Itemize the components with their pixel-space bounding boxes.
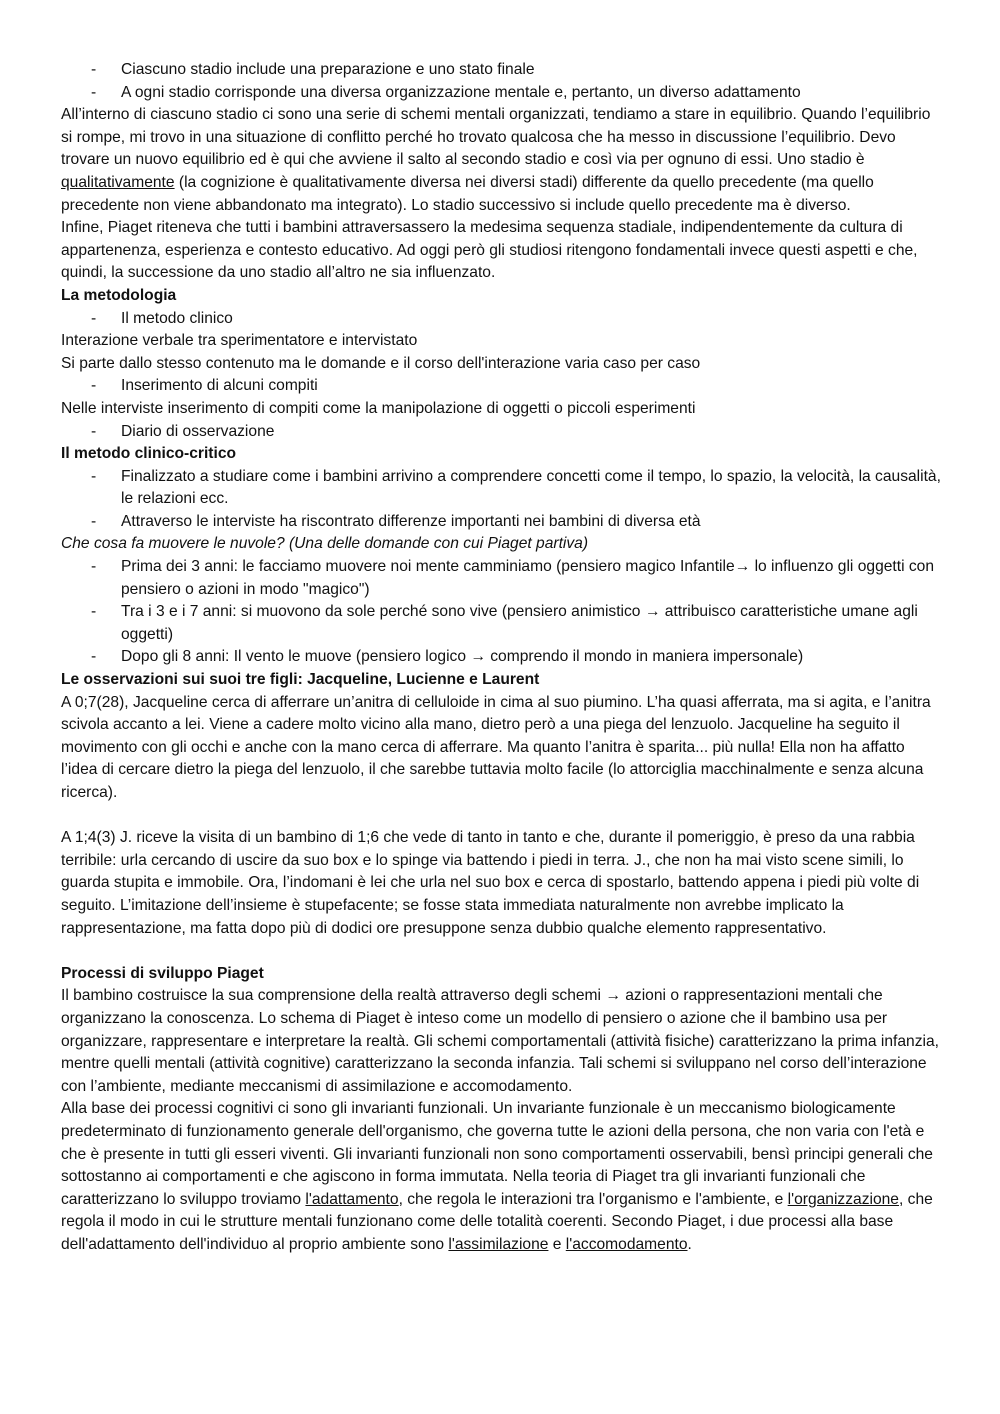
paragraph-text: e: [548, 1235, 566, 1253]
observation-paragraph: A 1;4(3) J. riceve la visita di un bambino di 1;6 che vede di tanto in tanto e che, durante il pomeriggio, è preso da una rabbia terribile: urla cercando di uscire da suo box e lo spinge via battendo i piedi in terra. J., che non ha mai visto scene simili, lo guarda stupita e immobile. Ora, l’indomani è lei che urla nel suo box e cerca di spostarlo, battendo appena i piedi più volte di seguito. L’imitazione dell’insieme è stupefacente; se fosse stata immediata naturalmente non avrebbe implicato la rappresentazione, ma fatta dopo più di dodici ore presuppone senza dubbio qualche elemento rappresentativo.: [61, 829, 920, 937]
development-paragraph: [61, 1098, 942, 1256]
list-item: - Dopo gli 8 anni: Il vento le muove (pensiero logico → comprendo il mondo in maniera impersonale): [61, 646, 942, 669]
methodology-line: Interazione verbale tra sperimentatore e intervistato: [61, 332, 418, 350]
development-heading: Processi di sviluppo Piaget: [61, 964, 264, 982]
underlined-term: l'adattamento: [305, 1190, 399, 1208]
underlined-term: l'organizzazione: [787, 1190, 899, 1208]
paragraph-text: (la cognizione è qualitativamente diversa nei diversi stadi) differente da quello precedente (ma quello precedente non viene abbandonato ma integrato). Lo stadio successivo si include quello precedente ma è diverso.: [61, 173, 874, 214]
paragraph-text: , che regola le interazioni tra l'organismo e l'ambiente, e: [398, 1190, 788, 1208]
paragraph-text: , che regola il modo in cui le strutture mentali funzionano come delle totalità coerenti. Secondo Piaget, i due processi alla base dell'adattamento dell'individuo al proprio ambiente sono: [61, 1190, 933, 1253]
paragraph-text: All’interno di ciascuno stadio ci sono una serie di schemi mentali organizzati, tendiamo a stare in equilibrio. Quando l’equilibrio si rompe, mi trovo in una situazione di conflitto perché ho trovato qualcosa che ha messo in discussione l’equilibrio. Devo trovare un nuovo equilibrio ed è qui che avviene il salto al secondo stadio e così via per ognuno di essi. Uno stadio è: [61, 106, 931, 169]
methodology-list: [61, 421, 942, 444]
list-item: - Ciascuno stadio include una preparazione e uno stato finale: [61, 59, 942, 82]
underlined-term: l'accomodamento: [565, 1235, 688, 1253]
clouds-answers-list: [61, 556, 942, 669]
list-item: - Tra i 3 e i 7 anni: si muovono da sole perché sono vive (pensiero animistico → attribuisco caratteristiche umane agli oggetti): [61, 601, 942, 646]
list-item: - Prima dei 3 anni: le facciamo muovere noi mente camminiamo (pensiero magico Infantile→ lo influenzo gli oggetti con pensiero o azioni in modo "magico"): [61, 556, 942, 601]
methodology-line: Nelle interviste inserimento di compiti come la manipolazione di oggetti o piccoli esperimenti: [61, 399, 696, 417]
list-item: - Il metodo clinico: [61, 308, 942, 331]
methodology-heading: La metodologia: [61, 286, 177, 304]
list-item: - Diario di osservazione: [61, 421, 942, 444]
equilibrium-paragraph: [61, 104, 942, 217]
methodology-list: [61, 375, 942, 398]
list-item: - Inserimento di alcuni compiti: [61, 375, 942, 398]
methodology-list: [61, 308, 942, 331]
underlined-term: l'assimilazione: [448, 1235, 549, 1253]
paragraph-text: .: [687, 1235, 692, 1253]
observation-paragraph: A 0;7(28), Jacqueline cerca di afferrare un’anitra di celluloide in cima al suo piumino. L’ha quasi afferrata, ma si agita, e l’anitra scivola accanto a lei. Viene a cadere molto vicino alla mano, dietro però a una piega del lenzuolo. Jacqueline ha seguito il movimento con gli occhi e anche con la mano cerca di afferrare. Ma quanto l’anitra è sparita... più nulla! Ella non ha affatto l’idea di cercare dietro la piega del lenzuolo, il che sarebbe tuttavia molto facile (lo attorciglia macchinalmente e senza alcuna ricerca).: [61, 693, 931, 801]
observations-heading: Le osservazioni sui suoi tre figli: Jacqueline, Lucienne e Laurent: [61, 671, 540, 689]
development-paragraph: Il bambino costruisce la sua comprensione della realtà attraverso degli schemi → azioni o rappresentazioni mentali che organizzano la conoscenza. Lo schema di Piaget è inteso come un modello di pensiero o azione che il bambino usa per organizzare, rappresentare e interpretare la realtà. Gli schemi comportamentali (attività fisiche) caratterizzano la prima infanzia, mentre quelli mentali (attività cognitive) caratterizzano la seconda infanzia. Tali schemi si sviluppano nel corso dell’interazione con l’ambiente, mediante meccanismi di assimilazione e accomodamento.: [61, 987, 939, 1095]
paragraph-spacer: [61, 940, 942, 963]
list-item: - Attraverso le interviste ha riscontrato differenze importanti nei bambini di diversa età: [61, 511, 942, 534]
intro-bullet-list: [61, 59, 942, 104]
clouds-question: Che cosa fa muovere le nuvole? (Una delle domande con cui Piaget partiva): [61, 535, 589, 553]
clinical-critical-list: [61, 466, 942, 534]
paragraph-spacer: [61, 805, 942, 828]
clinical-critical-heading: Il metodo clinico-critico: [61, 445, 237, 463]
underlined-term: qualitativamente: [61, 173, 175, 191]
list-item: - A ogni stadio corrisponde una diversa organizzazione mentale e, pertanto, un diverso adattamento: [61, 82, 942, 105]
paragraph-text: Alla base dei processi cognitivi ci sono gli invarianti funzionali. Un invariante funzionale è un meccanismo biologicamente predeterminato di funzionamento generale dell'organismo, che governa tutte le azioni della persona, che non varia con l'età e che è presente in tutti gli esseri viventi. Gli invarianti funzionali non sono comportamenti osservabili, bensì principi generali che sottostanno ai comportamenti e che agiscono in forma immutata. Nella teoria di Piaget tra gli invarianti funzionali che caratterizzano lo sviluppo troviamo: [61, 1100, 933, 1208]
list-item: - Finalizzato a studiare come i bambini arrivino a comprendere concetti come il tempo, lo spazio, la velocità, la causalità, le relazioni ecc.: [61, 466, 942, 511]
sequence-paragraph: Infine, Piaget riteneva che tutti i bambini attraversassero la medesima sequenza stadiale, indipendentemente da cultura di appartenenza, esperienza e contesto educativo. Ad oggi però gli studiosi ritengono fondamentali invece questi aspetti e che, quindi, la successione da uno stadio all’altro ne sia influenzato.: [61, 219, 918, 282]
methodology-line: Si parte dallo stesso contenuto ma le domande e il corso dell'interazione varia caso per caso: [61, 354, 701, 372]
